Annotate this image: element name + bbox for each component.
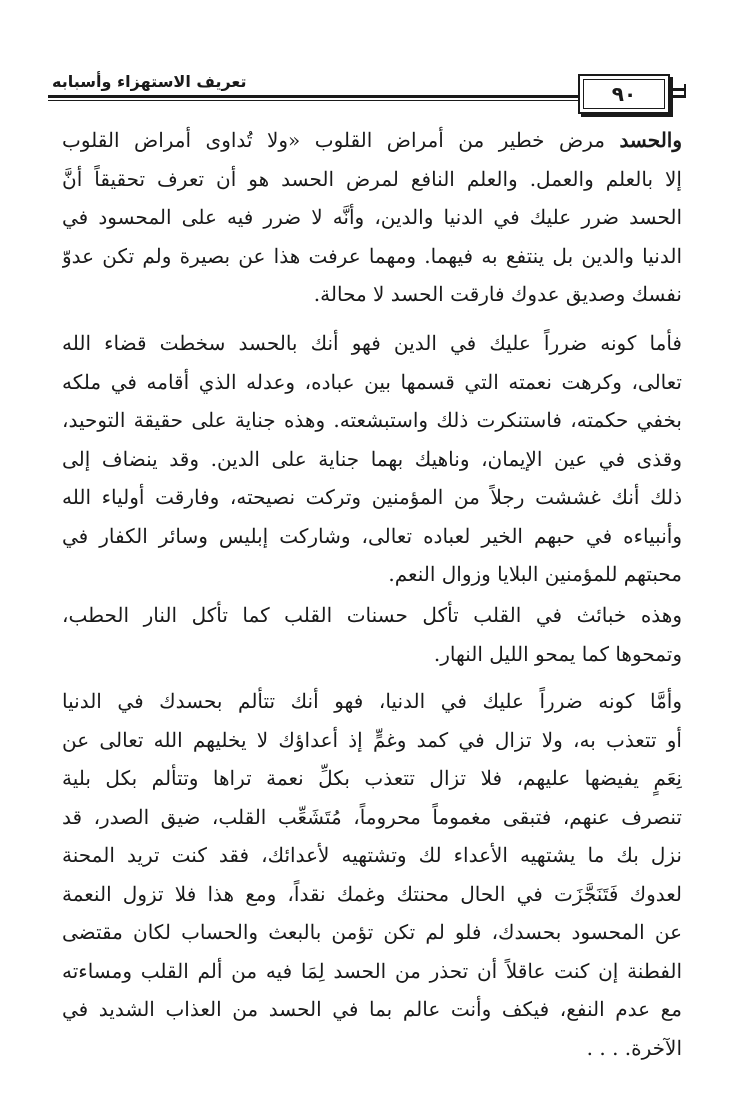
header-rule-thin (48, 100, 578, 101)
paragraph-line: وأنبياءه في حبهم الخير لعباده تعالى، وشاركت إبليس وسائر الكفار في (62, 523, 682, 548)
paragraph-4 (62, 682, 682, 1067)
paragraph-line: إلا بالعلم والعمل. والعلم النافع لمرض الحسد هو أن تعرف تحقيقاً أنَّ (62, 166, 682, 191)
paragraph-line: نزل بك ما يشتهيه الأعداء لك وتشتهيه لأعدائك، فقد كنت تريد المحنة (62, 843, 682, 867)
paragraph-line: مع عدم النفع، فيكف وأنت عالم بما في الحسد من العذاب الشديد في (62, 997, 682, 1021)
paragraph-1 (62, 121, 682, 314)
paragraph-line: أو تتعذب به، ولا تزال في كمد وغمٍّ إذ أعداؤك لا يخليهم الله تعالى عن (62, 727, 682, 752)
paragraph-line: فأما كونه ضرراً عليك في الدين فهو أنك بالحسد سخطت قضاء الله (62, 331, 682, 355)
first-line-text: مرض خطير من أمراض القلوب «ولا تُداوى أمراض القلوب (62, 128, 620, 152)
paragraph-line (62, 121, 682, 160)
paragraph-2 (62, 324, 682, 594)
paragraph-line: الحسد ضرر عليك في الدنيا والدين، وأنَّه لا ضرر فيه على المحسود في (62, 205, 682, 229)
paragraph-line: نِعَمٍ يفيضها عليهم، فلا تزال تتعذب بكلِّ نعمة تراها وتتألم بكل بلية (62, 766, 682, 790)
page-number-box (578, 74, 670, 114)
paragraph-line: ذلك أنك غششت رجلاً من المؤمنين وتركت نصيحته، وفارقت أولياء الله (62, 485, 682, 509)
paragraph-line: وأمَّا كونه ضرراً عليك في الدنيا، فهو أنك تتألم بحسدك في الدنيا (62, 689, 682, 713)
paragraph-line: وتمحوها كما يمحو الليل النهار. (433, 641, 682, 666)
paragraph-line: وقذى في عين الإيمان، وناهيك بهما جناية على الدين. وقد ينضاف إلى (62, 446, 682, 471)
header-ornament-vertical (684, 84, 686, 96)
running-title: تعريف الاستهزاء وأسبابه (52, 72, 247, 91)
paragraph-line: نفسك وصديق عدوك فارقت الحسد لا محالة. (313, 282, 682, 306)
paragraph-line: لعدوك فَتَنَجَّزَت في الحال محنتك وغمك نقداً، ومع هذا فلا تزول النعمة (62, 881, 682, 906)
page-number: ٩٠ (583, 79, 665, 109)
paragraph-line: محبتهم للمؤمنين البلايا وزوال النعم. (388, 562, 682, 586)
paragraph-line: تنصرف عنهم، فتبقى مغموماً محروماً، مُتَشَعِّب القلب، ضيق الصدر، قد (62, 804, 682, 829)
paragraph-line: الدنيا والدين بل ينتفع به فيهما. ومهما عرفت هذا عن بصيرة ولم تكن عدوّ (62, 243, 682, 268)
paragraph-line: بخفي حكمته، فاستنكرت ذلك واستبشعته. وهذه جناية على حقيقة التوحيد، (62, 408, 682, 432)
paragraph-line: تعالى، وكرهت نعمته التي قسمها بين عباده، وعدله الذي أقامه في ملكه (62, 369, 682, 394)
paragraph-3 (62, 596, 682, 673)
paragraph-line: وهذه خبائث في القلب تأكل حسنات القلب كما تأكل النار الحطب، (62, 603, 682, 627)
paragraph-line: عن المحسود بحسدك، فلو لم تكن تؤمن بالبعث والحساب لكان مقتضى (62, 920, 682, 944)
paragraph-line: الفطنة إن كنت عاقلاً أن تحذر من الحسد لِمَا فيه من ألم القلب ومساءته (62, 958, 682, 983)
lead-word: والحسد (619, 128, 682, 152)
paragraph-line: الآخرة. . . . (586, 1035, 682, 1060)
